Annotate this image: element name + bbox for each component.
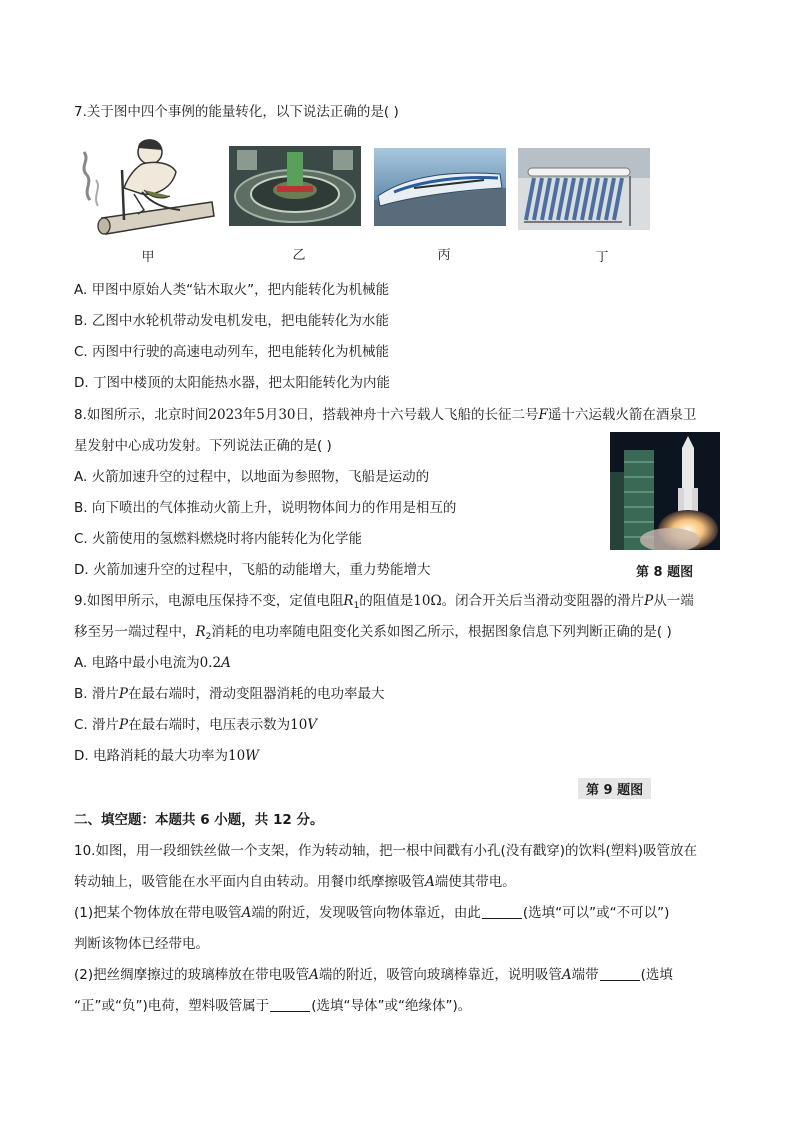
q8-stem-part: ，搭载神舟十六号载人飞船的长征二号 <box>309 407 539 423</box>
q8-option-d: D. 火箭加速升空的过程中，飞船的动能增大，重力势能增大 <box>74 562 431 578</box>
caption-jia: 甲 <box>141 250 155 265</box>
q10-part2-text: 端带 <box>571 967 599 983</box>
q10-var-a: A <box>309 967 319 983</box>
q9-option-unit: V <box>307 717 318 733</box>
q7-stem: 7.关于图中四个事例的能量转化，以下说法正确的是( ) <box>74 104 399 120</box>
caption-yi: 乙 <box>292 248 306 263</box>
q9-option-a <box>74 654 231 672</box>
q9-option-value: 0.2 <box>199 655 222 671</box>
q8-variable-f: F <box>538 407 548 423</box>
q10-stem-line1: 10.如图，用一段细铁丝做一个支架，作为转动轴，把一根中间戳有小孔(没有戳穿)的饮料(塑料)吸管放在 <box>74 843 698 859</box>
solar-water-heater-image <box>518 148 650 230</box>
hydro-generator-image <box>229 146 361 226</box>
q9-option-p: P <box>119 717 129 733</box>
caption-ding: 丁 <box>595 250 609 265</box>
q9-option-c <box>74 716 317 734</box>
q9-option-unit: W <box>245 748 260 764</box>
q8-option-c: C. 火箭使用的氢燃料燃烧时将内能转化为化学能 <box>74 531 363 547</box>
q9-option-text: D. 电路消耗的最大功率为 <box>74 748 228 764</box>
q10-part1-line2: 判断该物体已经带电。 <box>74 936 209 952</box>
q7-option-c: C. 丙图中行驶的高速电动列车，把电能转化为机械能 <box>74 344 390 360</box>
q9-stem-line1 <box>74 592 694 615</box>
q10-part2-text: (2)把丝绸摩擦过的玻璃棒放在带电吸管 <box>74 967 310 983</box>
section-2-heading: 二、填空题：本题共 6 小题，共 12 分。 <box>74 812 324 828</box>
q9-r1-sub: 1 <box>353 601 360 611</box>
q9-stem-part: 移至另一端过程中， <box>74 624 196 640</box>
q9-option-value: 10 <box>227 748 246 764</box>
q10-part2-text: (选填 <box>640 967 673 983</box>
q10-var-a: A <box>561 967 572 983</box>
q8-option-b: B. 向下喷出的气体推动火箭上升，说明物体间力的作用是相互的 <box>74 500 457 516</box>
q10-part1-line1 <box>74 904 669 922</box>
q9-stem-part: 从一端 <box>653 593 694 609</box>
q9-stem-part: 的阻值是 <box>359 593 414 609</box>
q7-option-a: A. 甲图中原始人类“钻木取火”，把内能转化为机械能 <box>74 282 390 298</box>
q8-stem-line2: 星发射中心成功发射。下列说法正确的是( ) <box>74 438 332 454</box>
q10-part2-text: 端的附近，吸管向玻璃棒靠近，说明吸管 <box>318 967 562 983</box>
q9-option-b <box>74 685 384 703</box>
q8-figure-label: 第 8 题图 <box>636 565 694 580</box>
q9-stem-part: 消耗的电功率随电阻变化关系如图乙所示，根据图象信息下列判断正确的是( ) <box>211 624 672 640</box>
q9-option-value: 10 <box>290 717 308 733</box>
q9-option-text: B. 滑片 <box>74 686 119 702</box>
q10-part1-text: 端的附近，发现吸管向物体靠近，由此 <box>251 905 481 921</box>
q8-stem-line1 <box>74 406 696 424</box>
caveman-fire-drill-image <box>72 130 220 242</box>
q9-stem-line2 <box>74 623 672 646</box>
caption-bing: 丙 <box>437 248 451 263</box>
q9-option-d <box>74 747 259 765</box>
q9-option-unit: A <box>221 655 231 671</box>
q10-stem-part: 端使其带电。 <box>434 874 516 890</box>
q9-option-p: P <box>118 686 128 702</box>
q10-part2-text: (选填“导体”或“绝缘体”)。 <box>311 998 472 1014</box>
q9-option-text: 在最右端时，电压表示数为 <box>128 717 291 733</box>
q9-stem-part: 9.如图甲所示，电源电压保持不变，定值电阻 <box>74 593 344 609</box>
q10-part2-text: “正”或“负”)电荷，塑料吸管属于 <box>74 998 270 1014</box>
q9-option-text: C. 滑片 <box>74 717 120 733</box>
q10-part1-text: (1)把某个物体放在带电吸管 <box>74 905 242 921</box>
q10-var-a: A <box>425 874 435 890</box>
q9-slider-p: P <box>644 593 654 609</box>
q7-option-b: B. 乙图中水轮机带动发电机发电，把电能转化为水能 <box>74 313 389 329</box>
q9-figure-label: 第 9 题图 <box>578 778 651 799</box>
q9-r1-value: 10Ω <box>413 593 442 609</box>
q7-option-d: D. 丁图中楼顶的太阳能热水器，把太阳能转化为内能 <box>74 375 390 391</box>
q9-r1: R <box>343 593 354 609</box>
q10-part1-text: (选填“可以”或“不可以”) <box>522 905 670 921</box>
q10-part2-material-blank[interactable] <box>270 998 310 1012</box>
q9-r2: R <box>195 624 206 640</box>
q10-stem-line2 <box>74 873 516 891</box>
q9-r2-sub: 2 <box>205 632 212 642</box>
q10-part2-charge-blank[interactable] <box>600 967 640 981</box>
high-speed-train-image <box>374 148 506 226</box>
q9-stem-part: 。闭合开关后当滑动变阻器的滑片 <box>441 593 645 609</box>
q8-stem-part: 遥十六运载火箭在酒泉卫 <box>547 407 697 423</box>
q10-part2-line2 <box>74 997 471 1015</box>
q8-date: 2023年5月30日 <box>208 407 310 423</box>
q8-stem-part: 8.如图所示，北京时间 <box>74 407 209 423</box>
q8-option-a: A. 火箭加速升空的过程中，以地面为参照物，飞船是运动的 <box>74 469 430 485</box>
q10-stem-part: 转动轴上，吸管能在水平面内自由转动。用餐巾纸摩擦吸管 <box>74 874 425 890</box>
q10-part2-line1 <box>74 966 673 984</box>
q9-option-text: 在最右端时，滑动变阻器消耗的电功率最大 <box>127 686 385 702</box>
q10-part1-answer-blank[interactable] <box>482 905 522 919</box>
q10-var-a: A <box>241 905 252 921</box>
rocket-launch-image <box>610 432 720 550</box>
q9-option-text: A. 电路中最小电流为 <box>74 655 200 671</box>
